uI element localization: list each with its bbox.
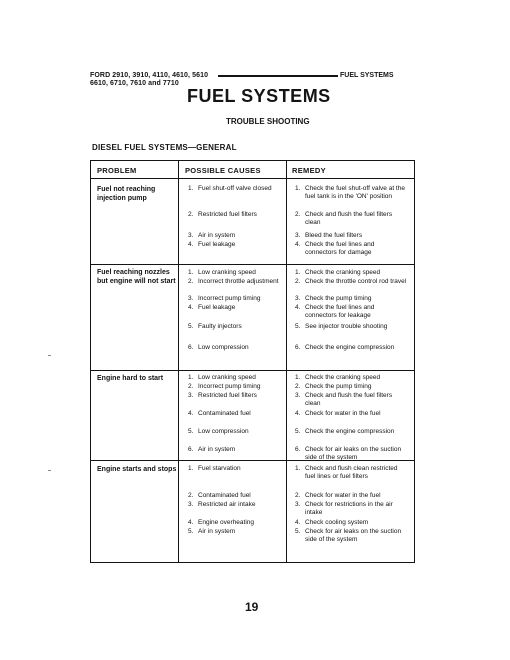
- cause-item: [188, 344, 288, 352]
- remedy-number: 6.: [295, 344, 301, 351]
- margin-mark: [48, 355, 51, 356]
- remedy-item: [295, 232, 407, 240]
- page-title: FUEL SYSTEMS: [187, 86, 331, 106]
- remedy-text: Check the pump timing: [305, 295, 372, 302]
- cause-text: Restricted fuel filters: [198, 211, 257, 218]
- cause-item: [188, 501, 288, 509]
- page-number: 19: [245, 600, 259, 614]
- cause-number: 1.: [188, 465, 194, 472]
- problem-label: Engine hard to start: [97, 375, 164, 382]
- remedy-text: Check the cranking speed: [305, 374, 381, 381]
- cause-item: [188, 304, 288, 312]
- remedy-text: Check and flush the fuel filters clean: [305, 211, 393, 227]
- remedy-item: [295, 211, 407, 228]
- remedy-item: [295, 323, 407, 331]
- remedy-number: 2.: [295, 492, 301, 499]
- cause-item: [188, 428, 288, 436]
- remedy-number: 4.: [295, 241, 301, 248]
- problem-label: Fuel reaching nozzles but engine will not start: [97, 269, 176, 285]
- cause-item: [188, 232, 288, 240]
- remedy-text: Check the throttle control rod travel: [305, 278, 407, 285]
- remedy-number: 1.: [295, 185, 301, 192]
- remedy-number: 3.: [295, 232, 301, 239]
- remedy-text: Check the fuel lines and connectors for damage: [305, 241, 375, 257]
- remedy-text: Check the engine compression: [305, 344, 395, 351]
- cause-text: Fuel shut-off valve closed: [198, 185, 272, 192]
- remedy-text: Check for air leaks on the suction side of the system: [305, 528, 402, 544]
- cause-text: Contaminated fuel: [198, 492, 251, 499]
- cause-text: Fuel leakage: [198, 304, 236, 311]
- remedy-number: 5.: [295, 323, 301, 330]
- remedy-text: Check for restrictions in the air intake: [305, 501, 393, 517]
- row-divider: [91, 370, 414, 371]
- cause-item: [188, 410, 288, 418]
- cause-item: [188, 383, 288, 391]
- cause-text: Fuel leakage: [198, 241, 236, 248]
- remedy-item: [295, 392, 407, 409]
- cause-number: 1.: [188, 374, 194, 381]
- cause-number: 5.: [188, 323, 194, 330]
- column-header-problem: PROBLEM: [97, 166, 137, 175]
- cause-item: [188, 446, 288, 454]
- remedy-item: [295, 492, 407, 500]
- column-header-causes: POSSIBLE CAUSES: [185, 166, 261, 175]
- cause-item: [188, 519, 288, 527]
- remedy-text: See injector trouble shooting: [305, 323, 388, 330]
- remedy-item: [295, 344, 407, 352]
- cause-number: 1.: [188, 269, 194, 276]
- cause-number: 4.: [188, 410, 194, 417]
- cause-text: Low cranking speed: [198, 269, 256, 276]
- cause-text: Contaminated fuel: [198, 410, 251, 417]
- remedy-number: 4.: [295, 519, 301, 526]
- cause-text: Low compression: [198, 344, 249, 351]
- remedy-item: [295, 295, 407, 303]
- remedy-item: [295, 278, 407, 286]
- remedy-text: Check for air leaks on the suction side of the system: [305, 446, 402, 462]
- remedy-text: Check and flush clean restricted fuel lines or fuel filters: [305, 465, 398, 481]
- remedy-item: [295, 519, 407, 527]
- remedy-text: Check and flush the fuel filters clean: [305, 392, 393, 408]
- remedy-text: Check for water in the fuel: [305, 410, 381, 417]
- cause-number: 4.: [188, 519, 194, 526]
- cause-item: [188, 295, 288, 303]
- remedy-number: 3.: [295, 392, 301, 399]
- header-models-line2: 6610, 6710, 7610 and 7710: [90, 80, 179, 87]
- remedy-item: [295, 428, 407, 436]
- header-rule: [218, 75, 338, 77]
- problem-label: Engine starts and stops: [97, 466, 177, 473]
- remedy-number: 2.: [295, 278, 301, 285]
- cause-text: Restricted fuel filters: [198, 392, 257, 399]
- row-divider: [91, 264, 414, 265]
- remedy-item: [295, 185, 407, 202]
- remedy-text: Check for water in the fuel: [305, 492, 381, 499]
- cause-text: Engine overheating: [198, 519, 255, 526]
- cause-number: 2.: [188, 211, 194, 218]
- remedy-item: [295, 501, 407, 518]
- cause-item: [188, 211, 288, 219]
- remedy-item: [295, 269, 407, 277]
- cause-number: 6.: [188, 344, 194, 351]
- table-bottom-rule: [90, 562, 415, 563]
- cause-item: [188, 323, 288, 331]
- cause-number: 3.: [188, 392, 194, 399]
- cause-text: Low compression: [198, 428, 249, 435]
- remedy-number: 4.: [295, 304, 301, 311]
- header-section-label: FUEL SYSTEMS: [340, 72, 394, 79]
- remedy-item: [295, 465, 407, 482]
- remedy-text: Check the cranking speed: [305, 269, 381, 276]
- cause-item: [188, 278, 288, 286]
- cause-text: Low cranking speed: [198, 374, 256, 381]
- remedy-text: Bleed the fuel filters: [305, 232, 363, 239]
- remedy-number: 2.: [295, 383, 301, 390]
- column-divider: [178, 161, 179, 563]
- remedy-number: 5.: [295, 528, 301, 535]
- cause-number: 3.: [188, 232, 194, 239]
- cause-number: 3.: [188, 295, 194, 302]
- cause-number: 6.: [188, 446, 194, 453]
- column-header-remedy: REMEDY: [292, 166, 326, 175]
- remedy-number: 4.: [295, 410, 301, 417]
- remedy-item: [295, 446, 407, 463]
- header-models-line1: FORD 2910, 3910, 4110, 4610, 5610: [90, 72, 209, 79]
- remedy-item: [295, 410, 407, 418]
- cause-text: Faulty injectors: [198, 323, 242, 330]
- cause-item: [188, 269, 288, 277]
- problem-label: Fuel not reaching injection pump: [97, 186, 156, 202]
- header-divider: [91, 178, 414, 179]
- cause-number: 4.: [188, 304, 194, 311]
- remedy-number: 1.: [295, 269, 301, 276]
- remedy-text: Check the fuel lines and connectors for leakage: [305, 304, 375, 320]
- remedy-text: Check the engine compression: [305, 428, 395, 435]
- cause-number: 5.: [188, 528, 194, 535]
- remedy-number: 3.: [295, 295, 301, 302]
- cause-text: Incorrect pump timing: [198, 383, 261, 390]
- cause-item: [188, 185, 288, 193]
- remedy-text: Check the pump timing: [305, 383, 372, 390]
- cause-item: [188, 374, 288, 382]
- troubleshooting-table: [90, 160, 415, 563]
- cause-text: Air in system: [198, 528, 236, 535]
- remedy-item: [295, 383, 407, 391]
- cause-item: [188, 465, 288, 473]
- cause-text: Air in system: [198, 232, 236, 239]
- cause-number: 2.: [188, 492, 194, 499]
- remedy-item: [295, 304, 407, 321]
- remedy-number: 3.: [295, 501, 301, 508]
- cause-number: 2.: [188, 383, 194, 390]
- remedy-item: [295, 374, 407, 382]
- cause-text: Incorrect pump timing: [198, 295, 261, 302]
- cause-item: [188, 528, 288, 536]
- cause-text: Incorrect throttle adjustment: [198, 278, 279, 285]
- cause-number: 2.: [188, 278, 194, 285]
- remedy-text: Check cooling system: [305, 519, 369, 526]
- margin-mark: [48, 470, 51, 471]
- remedy-number: 1.: [295, 374, 301, 381]
- page-subtitle: TROUBLE SHOOTING: [226, 117, 310, 126]
- section-heading: DIESEL FUEL SYSTEMS—GENERAL: [92, 143, 237, 152]
- cause-text: Air in system: [198, 446, 236, 453]
- remedy-number: 1.: [295, 465, 301, 472]
- cause-item: [188, 492, 288, 500]
- remedy-number: 2.: [295, 211, 301, 218]
- cause-number: 5.: [188, 428, 194, 435]
- remedy-number: 5.: [295, 428, 301, 435]
- cause-number: 4.: [188, 241, 194, 248]
- remedy-item: [295, 241, 407, 258]
- cause-text: Fuel starvation: [198, 465, 241, 472]
- cause-item: [188, 241, 288, 249]
- remedy-text: Check the fuel shut-off valve at the fuel tank is in the 'ON' position: [305, 185, 405, 201]
- cause-item: [188, 392, 288, 400]
- remedy-item: [295, 528, 407, 545]
- cause-number: 3.: [188, 501, 194, 508]
- cause-number: 1.: [188, 185, 194, 192]
- cause-text: Restricted air intake: [198, 501, 256, 508]
- remedy-number: 6.: [295, 446, 301, 453]
